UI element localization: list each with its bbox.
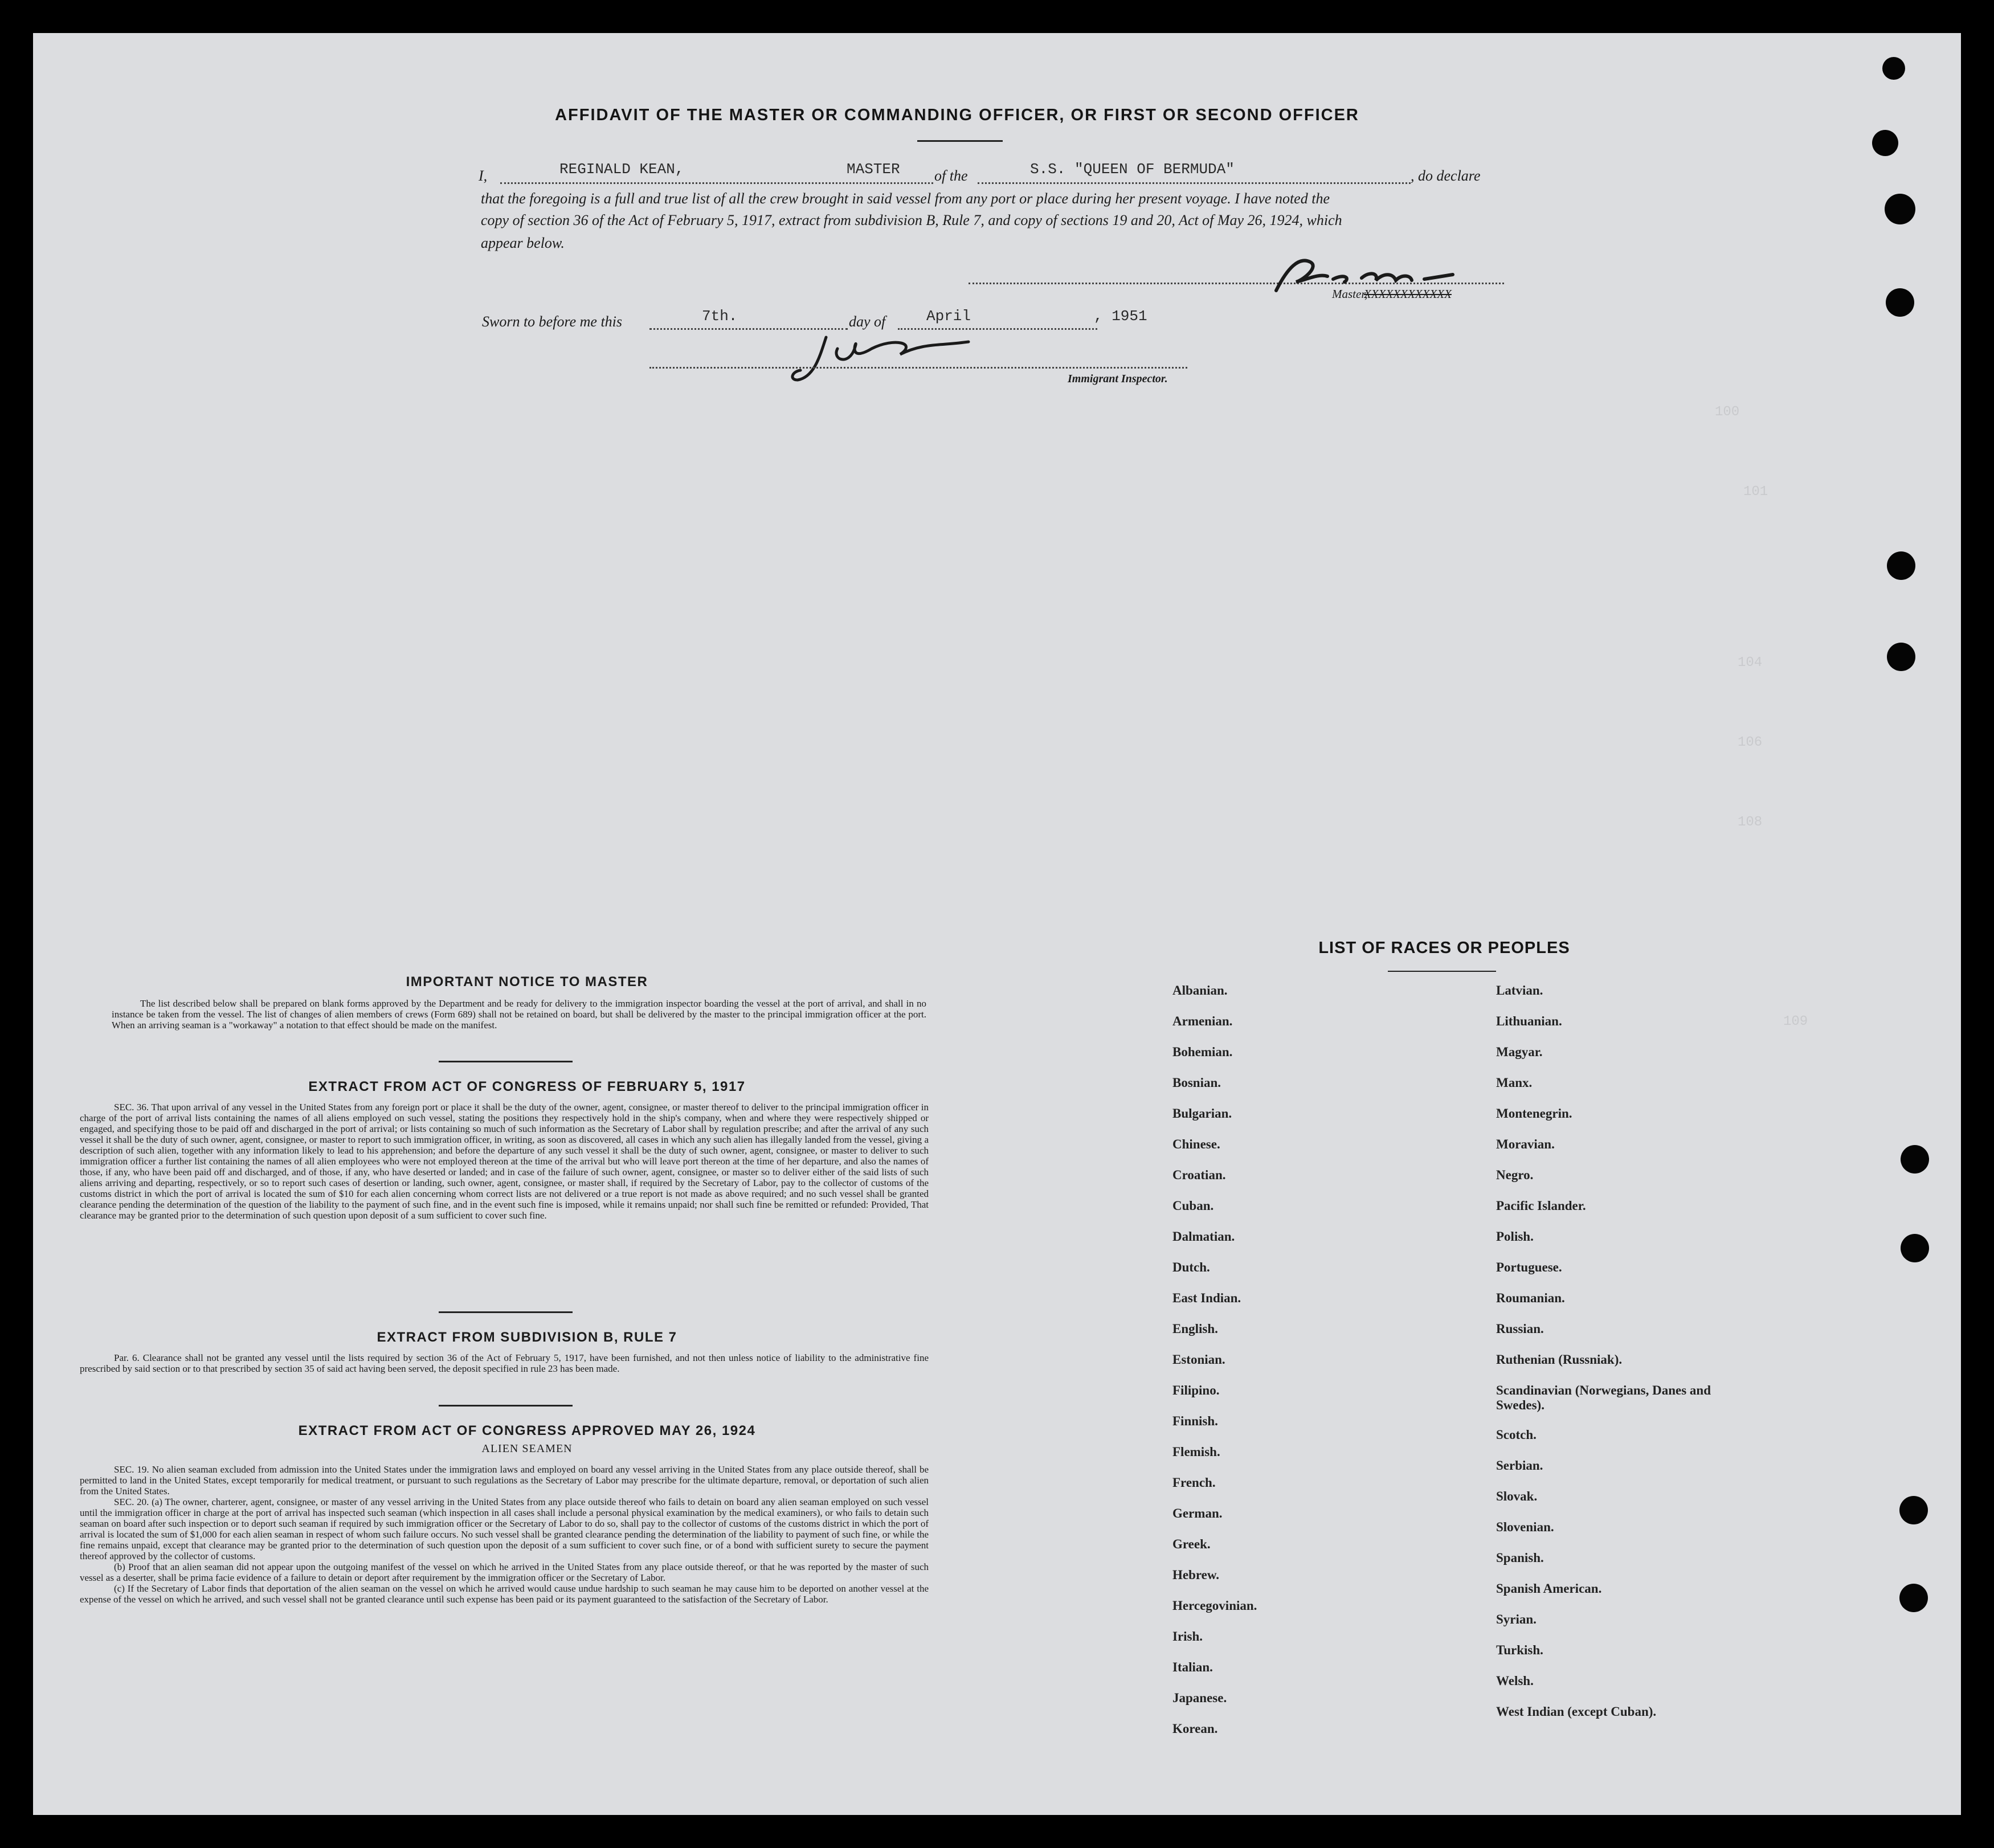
punch-hole — [1887, 551, 1915, 580]
race-item: Bohemian. — [1172, 1045, 1233, 1059]
race-item: Italian. — [1172, 1660, 1213, 1674]
punch-hole — [1901, 1145, 1929, 1174]
race-item: Spanish American. — [1496, 1581, 1602, 1596]
notice-body: The list described below shall be prepared on blank forms approved by the Department and be ready for delivery to the immigration inspector boarding the vessel at the port of arrival, and shall in no instance be taken from the vessel. The list of changes of alien members of crews (Form 689) shall not be retained on board, but shall be delivered by the master to the principal immigration officer at the port. When an arriving seaman is a "workaway" a notation to that effect should be made on the manifest. — [112, 998, 926, 1031]
race-item: Bosnian. — [1172, 1076, 1221, 1090]
master-rank: MASTER — [847, 161, 900, 178]
race-item: Filipino. — [1172, 1383, 1220, 1397]
act-1917-title: EXTRACT FROM ACT OF CONGRESS OF FEBRUARY 5, 1917 — [308, 1079, 746, 1094]
race-item: Flemish. — [1172, 1445, 1220, 1459]
race-item: Dutch. — [1172, 1260, 1210, 1274]
race-item: French. — [1172, 1475, 1216, 1490]
act-1924-title: EXTRACT FROM ACT OF CONGRESS APPROVED MAY 26, 1924 — [298, 1423, 756, 1438]
race-item: Moravian. — [1496, 1137, 1555, 1151]
sworn-year: , 1951 — [1094, 308, 1147, 325]
race-item: Turkish. — [1496, 1643, 1543, 1657]
declaration-line-4: appear below. — [481, 235, 565, 251]
i-prefix: I, — [479, 167, 488, 184]
section-divider — [439, 1405, 573, 1407]
punch-hole — [1901, 1234, 1929, 1262]
bleed-through-mark: 104 — [1738, 655, 1763, 670]
race-item: Hebrew. — [1172, 1568, 1219, 1582]
race-item: Syrian. — [1496, 1612, 1537, 1626]
race-item: Montenegrin. — [1496, 1106, 1572, 1121]
punch-hole — [1885, 194, 1915, 224]
race-item: Spanish. — [1496, 1551, 1544, 1565]
race-item: Slovak. — [1496, 1489, 1538, 1503]
rule-7-body: Par. 6. Clearance shall not be granted any vessel until the lists required by section 36 of the Act of February 5, 1917, have been furnished, and not then unless notice of liability to the administrative fine prescribed by said section or to that prescribed by section 35 of said act having been served, the deposit specified in rule 23 has been made. — [80, 1352, 929, 1374]
race-item: German. — [1172, 1506, 1223, 1520]
inspector-signature-line — [649, 367, 1187, 369]
bleed-through-mark: 106 — [1738, 735, 1763, 750]
race-item: Armenian. — [1172, 1014, 1233, 1028]
race-item: Estonian. — [1172, 1352, 1225, 1367]
act-1924-body — [80, 1464, 929, 1605]
do-declare-label: , do declare — [1411, 167, 1481, 184]
race-item: Irish. — [1172, 1629, 1203, 1643]
struck-officer-titles: XXXXXXXXXXXX — [1364, 287, 1452, 301]
day-of-label: day of — [849, 313, 886, 330]
bleed-through-mark: 100 — [1715, 404, 1740, 420]
sworn-prefix: Sworn to before me this — [482, 313, 623, 330]
race-item: English. — [1172, 1322, 1218, 1336]
race-item: Roumanian. — [1496, 1291, 1565, 1305]
race-item: Ruthenian (Russniak). — [1496, 1352, 1623, 1367]
race-item: Bulgarian. — [1172, 1106, 1232, 1121]
races-divider — [1388, 971, 1496, 972]
section-20-a: SEC. 20. (a) The owner, charterer, agent, consignee, or master of any vessel arriving in the United States from any place outside thereof who fails to detain on board any alien seaman employed on such vessel until the immigration officer in charge at the port of arrival has inspected such seaman (which inspection in all cases shall include a personal physical examination by the medical examiners), or who fails to detain such seaman on board after such inspection or to deport such seaman if required by such immigration officer or the Secretary of Labor to do so, shall pay to the collector of customs of the customs district in which the port of arrival is located the sum of $1,000 for each alien seaman in respect of whom such failure occurs. No such vessel shall be granted clearance pending the determination of the liability to payment of such fine, or while the fine remains unpaid, except that clearance may be granted prior to the determination of such question upon the deposit of a sum sufficient to cover such fine, or of a bond with sufficient surety to secure the payment thereof approved by the collector of customs. — [80, 1497, 929, 1561]
of-the-label: of the — [934, 167, 968, 184]
sworn-day: 7th. — [702, 308, 738, 325]
section-divider — [439, 1061, 573, 1062]
punch-hole — [1887, 643, 1915, 671]
section-divider — [439, 1311, 573, 1313]
race-item: Manx. — [1496, 1076, 1533, 1090]
race-item: Portuguese. — [1496, 1260, 1562, 1274]
race-item: Scandinavian (Norwegians, Danes and Swedes). — [1496, 1383, 1711, 1412]
race-item: Lithuanian. — [1496, 1014, 1562, 1028]
race-item: Dalmatian. — [1172, 1229, 1235, 1244]
race-item: Serbian. — [1496, 1458, 1543, 1473]
punch-hole — [1882, 57, 1905, 80]
race-item: Latvian. — [1496, 983, 1543, 997]
race-item: Korean. — [1172, 1722, 1218, 1736]
rule-7-title: EXTRACT FROM SUBDIVISION B, RULE 7 — [377, 1330, 677, 1345]
vessel-name: S.S. "QUEEN OF BERMUDA" — [1030, 161, 1235, 178]
race-item: West Indian (except Cuban). — [1496, 1704, 1657, 1719]
bleed-through-mark: 101 — [1743, 484, 1768, 500]
section-20-b: (b) Proof that an alien seaman did not appear upon the outgoing manifest of the vessel on which he arrived in the United States from any place outside thereof, or that he was reported by the master of such vessel as a deserter, shall be prima facie evidence of a failure to detain or deport after requirement by the immigration officer or the Secretary of Labor. — [80, 1561, 929, 1583]
race-item: Japanese. — [1172, 1691, 1227, 1705]
bleed-through-mark: 109 — [1783, 1014, 1808, 1029]
declaration-line-3: copy of section 36 of the Act of February 5, 1917, extract from subdivision B, Rule 7, and copy of sections 19 and 20, Act of May 26, 1924, which — [481, 212, 1342, 228]
race-item: Polish. — [1496, 1229, 1534, 1244]
race-item: Hercegovinian. — [1172, 1598, 1257, 1613]
race-item: Negro. — [1496, 1168, 1534, 1182]
race-item: Finnish. — [1172, 1414, 1218, 1428]
title-divider — [917, 140, 1003, 142]
name-field-line — [500, 182, 933, 184]
race-item: Slovenian. — [1496, 1520, 1554, 1534]
section-20-c: (c) If the Secretary of Labor finds that deportation of the alien seaman on the vessel on which he arrived would cause undue hardship to such seaman he may cause him to be deported on another vessel at the expense of the vessel on which he arrived, and such vessel shall not be granted clearance until such expense has been paid or its payment guaranteed to the satisfaction of the Secretary of Labor. — [80, 1583, 929, 1605]
act-1917-body: SEC. 36. That upon arrival of any vessel in the United States from any foreign port or place it shall be the duty of the owner, agent, consignee, or master thereof to deliver to the principal immigration officer in charge of the port of arrival lists containing the names of all aliens employed on such vessel, stating the positions they respectively hold in the ship's company, when and where they were respectively shipped or engaged, and specifying those to be paid off and discharged in the port of arrival; or lists containing so much of such information as the Secretary of Labor shall by regulation prescribe; and after the arrival of any such vessel it shall be the duty of such owner, agent, consignee, or master to report to such immigration officer, in writing, as soon as discovered, all cases in which any such alien has illegally landed from the vessel, giving a description of such alien, together with any information likely to lead to his apprehension; and before the departure of any such vessel it shall be the duty of such owner, agent, consignee, or master to deliver to such immigration officer a further list containing the names of all alien employees who were not employed thereon at the time of the arrival but who will leave port thereon at the time of her departure, and also the names of those, if any, who have been paid off and discharged, and of those, if any, who have deserted or landed; and in case of the failure of such owner, agent, consignee, or master so to deliver either of the said lists of such aliens arriving and departing, respectively, or so to report such cases of desertion or landing, such owner, agent, consignee, or master shall, if required by the Secretary of Labor, pay to the collector of customs of the customs district in which the port of arrival is located the sum of $10 for each alien concerning whom correct lists are not delivered or a true report is not made as above required; and no such vessel shall be granted clearance pending the determination of the question of the liability to the payment of such fine, and in the event such fine is imposed, while it remains unpaid; nor shall such fine be remitted or refunded: Provided, That clearance may be granted prior to the determination of such question upon deposit of a sum sufficient to cover such fine. — [80, 1102, 929, 1221]
races-title: LIST OF RACES OR PEOPLES — [1318, 939, 1570, 957]
section-19: SEC. 19. No alien seaman excluded from admission into the United States under the immigration laws and employed on board any vessel arriving in the United States from any place outside thereof, shall be permitted to land in the United States, except temporarily for medical treatment, or pursuant to such regulations as the Secretary of Labor may prescribe for the ultimate departure, removal, or deportation of such alien from the United States. — [80, 1464, 929, 1497]
race-item: Albanian. — [1172, 983, 1228, 997]
punch-hole — [1899, 1584, 1928, 1612]
punch-hole — [1899, 1496, 1928, 1524]
race-item: Greek. — [1172, 1537, 1211, 1551]
notice-title: IMPORTANT NOTICE TO MASTER — [406, 974, 648, 990]
race-item: Chinese. — [1172, 1137, 1220, 1151]
sworn-month: April — [926, 308, 971, 325]
master-name: REGINALD KEAN, — [559, 161, 684, 178]
inspector-caption: Immigrant Inspector. — [1068, 373, 1168, 385]
race-item: Magyar. — [1496, 1045, 1543, 1059]
race-item: Russian. — [1496, 1322, 1544, 1336]
race-item: Welsh. — [1496, 1674, 1534, 1688]
affidavit-title: AFFIDAVIT OF THE MASTER OR COMMANDING OFFICER, OR FIRST OR SECOND OFFICER — [555, 106, 1359, 124]
race-item: Cuban. — [1172, 1199, 1214, 1213]
race-item: Croatian. — [1172, 1168, 1226, 1182]
vessel-field-line — [978, 182, 1411, 184]
punch-hole — [1872, 130, 1898, 156]
inspector-signature — [786, 326, 974, 394]
bleed-through-mark: 108 — [1738, 815, 1763, 830]
act-1924-subtitle: ALIEN SEAMEN — [481, 1442, 573, 1455]
race-item: East Indian. — [1172, 1291, 1241, 1305]
punch-hole — [1886, 288, 1914, 317]
master-caption: Master, — [1332, 287, 1368, 301]
race-item: Pacific Islander. — [1496, 1199, 1586, 1213]
race-item: Scotch. — [1496, 1428, 1537, 1442]
declaration-line-2: that the foregoing is a full and true list of all the crew brought in said vessel from any port or place during her present voyage. I have noted the — [481, 190, 1330, 207]
